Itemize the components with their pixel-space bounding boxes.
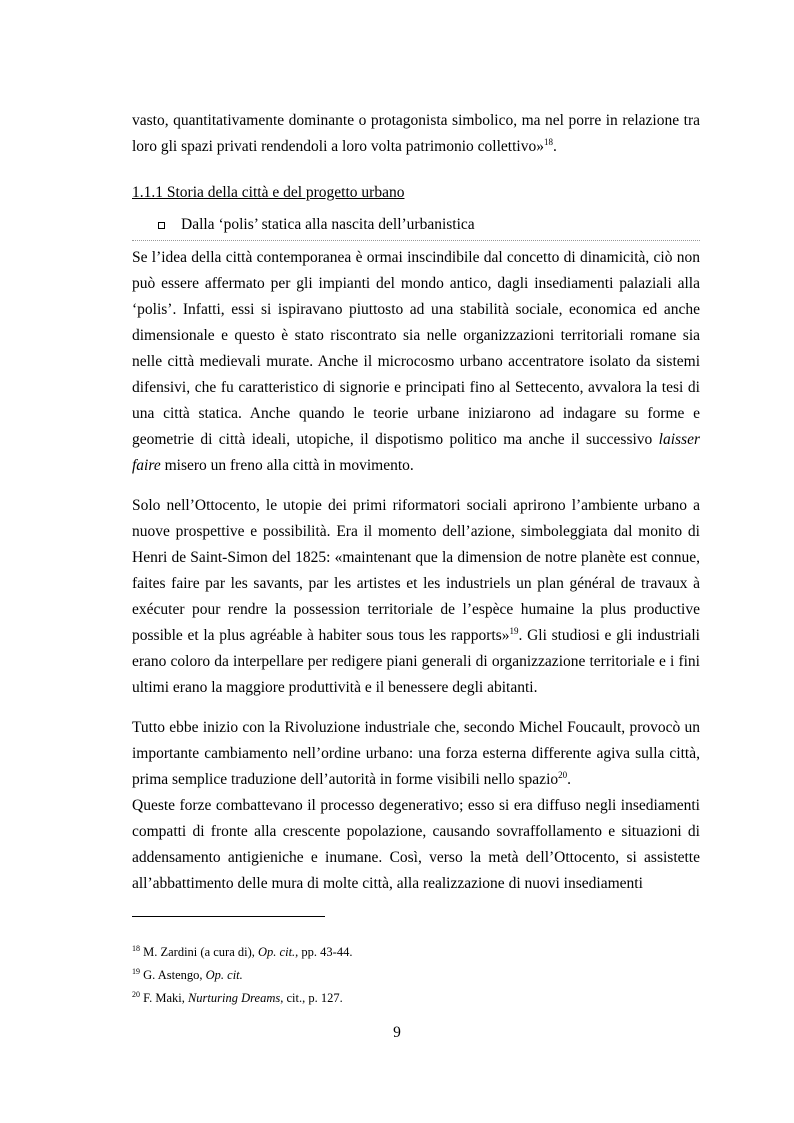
subsection-title: Dalla ‘polis’ statica alla nascita dell’urbanistica	[181, 216, 475, 233]
paragraph-3-text: Tutto ebbe inizio con la Rivoluzione industriale che, secondo Michel Foucault, provocò un importante cambiamento nell’ordine urbano: una forza esterna differente agiva sulla città, prima semplice traduzione dell’autorità in forme visibili nello spazio	[132, 719, 700, 788]
footnote-text: M. Zardini (a cura di),	[140, 945, 259, 959]
footnote-italic: Nurturing Dreams	[187, 991, 281, 1005]
subsection-heading	[132, 212, 700, 241]
paragraph-1-text: Se l’idea della città contemporanea è ormai inscindibile dal concetto di dinamicità, ciò non può essere affermato per gli impianti del mondo antico, dagli insediamenti palaziali alla ‘polis’. Infatti, essi si ispiravano piuttosto ad una stabilità sociale, economica ed anche dimensionale e questo è stato riscontrato sia nelle organizzazioni territoriali romane sia nelle città medievali murate. Anche il microcosmo urbano accentratore isolato da sistemi difensivi, che fu caratteristico di signorie e principati fino al Settecento, avvalora la tesi di una città statica. Anche quando le teorie urbane iniziarono ad indagare su forme e geometrie di città ideali, utopiche, il dispotismo politico ma anche il successivo	[132, 249, 700, 448]
intro-paragraph: vasto, quantitativamente dominante o protagonista simbolico, ma nel porre in relazione tra loro gli spazi privati rendendoli a loro volta patrimonio collettivo»$^{18}$.	[132, 112, 700, 155]
page-number: 9	[393, 1024, 401, 1041]
footnotes	[132, 941, 700, 1010]
section-heading: 1.1.1 Storia della città e del progetto urbano	[132, 184, 405, 201]
paragraph-3	[132, 715, 700, 793]
paragraph-3-end: .	[567, 771, 571, 788]
footnote-text-end: , cit., p. 127.	[280, 991, 343, 1005]
footnote	[132, 941, 700, 964]
paragraph-1	[132, 245, 700, 479]
footnote-separator	[132, 916, 325, 917]
footnote-ref-20[interactable]: 20	[558, 769, 568, 780]
page-body	[132, 108, 700, 897]
footnote-italic: Op. cit.	[258, 945, 296, 959]
footnote-italic: Op. cit.	[205, 968, 243, 982]
footnote	[132, 964, 700, 987]
footnote-ref-19[interactable]: 19	[509, 625, 519, 636]
footnote-text: G. Astengo,	[140, 968, 206, 982]
paragraph-1-end: misero un freno alla città in movimento.	[160, 457, 414, 474]
footnote-text: F. Maki,	[140, 991, 188, 1005]
footnote-number: 20	[132, 989, 140, 999]
paragraph-2-end: . Gli studiosi e gli industriali erano coloro da interpellare per redigere piani generali di organizzazione territoriale e i fini ultimi erano la maggiore produttività e il benessere degli abitanti.	[132, 627, 700, 696]
paragraph-1-italic: laisser faire	[132, 431, 700, 474]
intro-text: vasto, quantitativamente dominante o protagonista simbolico, ma nel porre in relazione tra loro gli spazi privati rendendoli a loro volta patrimonio collettivo»	[132, 112, 700, 155]
footnote-number: 18	[132, 943, 140, 953]
footnote	[132, 987, 700, 1010]
footnote-ref-18[interactable]: 18	[543, 136, 553, 147]
footnote-number: 19	[132, 966, 140, 976]
footnote-text-end: , pp. 43-44.	[295, 945, 353, 959]
square-bullet-icon	[158, 222, 165, 229]
paragraph-4: Queste forze combattevano il processo degenerativo; esso si era diffuso negli insediamenti compatti di fronte alla crescente popolazione, causando sovraffollamento e situazioni di addensamento antigieniche e inumane. Così, verso la metà dell’Ottocento, si assistette all’abbattimento delle mura di molte città, alla realizzazione di nuovi insediamenti	[132, 797, 700, 892]
paragraph-2-text: Solo nell’Ottocento, le utopie dei primi riformatori sociali aprirono l’ambiente urbano a nuove prospettive e possibilità. Era il momento dell’azione, simboleggiata dal monito di Henri de Saint-Simon del 1825: «maintenant que la dimension de notre planète est connue, faites faire par les savants, par les artistes et les industriels un plan général de travaux à exécuter pour rendre la possession territoriale de l’espèce humaine la plus productive possible et la plus agréable à habiter sous tous les rapports»	[132, 497, 700, 644]
paragraph-2	[132, 493, 700, 701]
